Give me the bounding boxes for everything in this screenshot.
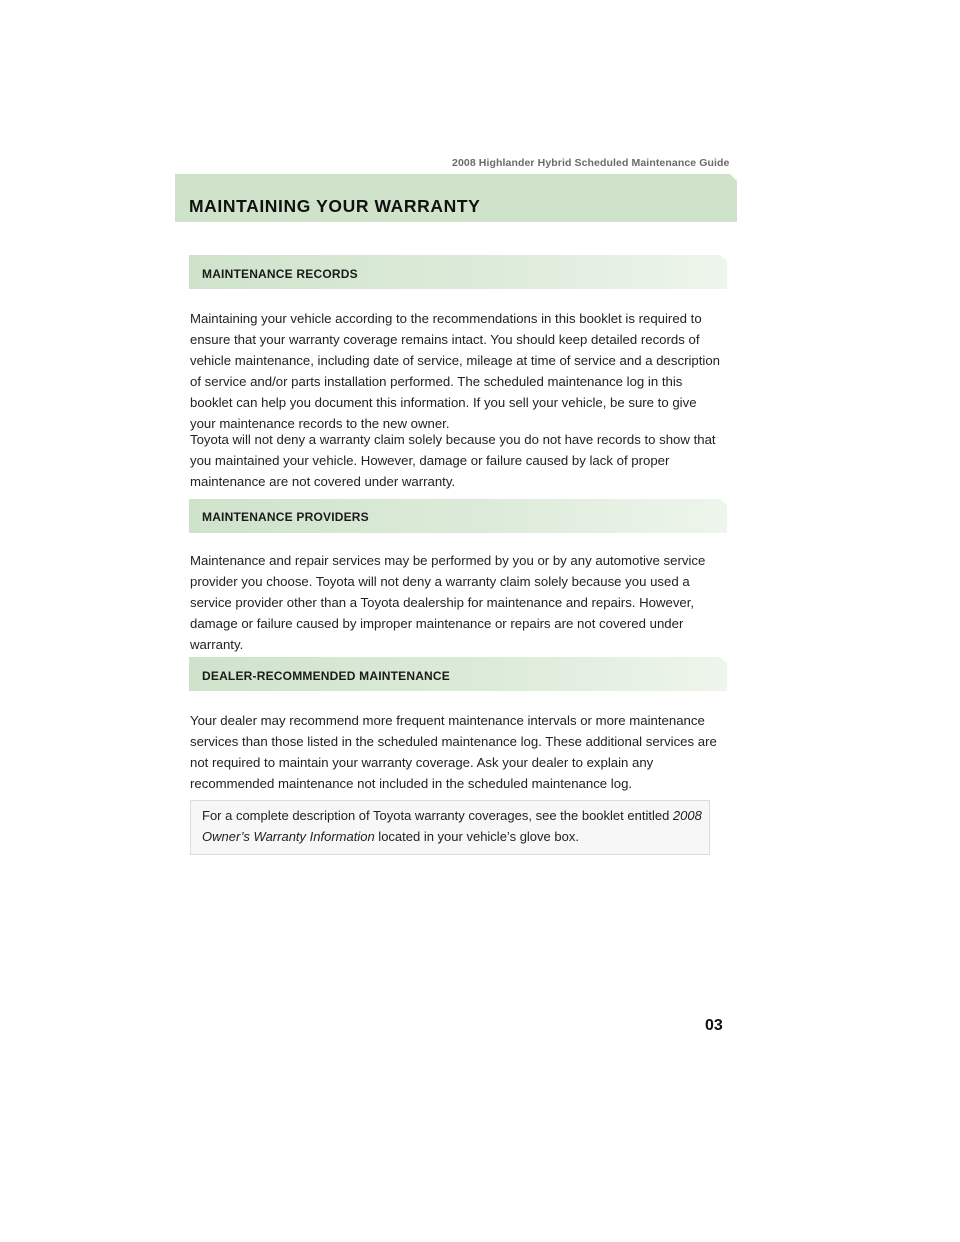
paragraph-records-1: Maintaining your vehicle according to the recommendations in this booklet is required to ensure that your warranty coverage remains intact. You should keep detailed records of vehicle maintenance, including date of service, mileage at time of service and a description of service and/or parts installation performed. The scheduled maintenance log in this booklet can help you document this information. If you sell your vehicle, be sure to give your maintenance records to the new owner. (190, 311, 720, 431)
note-text (202, 806, 707, 847)
paragraph-records-2: Toyota will not deny a warranty claim solely because you do not have records to show that you maintained your vehicle. However, damage or failure caused by lack of proper maintenance are not covered under warranty. (190, 432, 716, 489)
page-number: 03 (705, 1017, 723, 1034)
page-title: MAINTAINING YOUR WARRANTY (189, 196, 481, 216)
section-heading-dealer: DEALER-RECOMMENDED MAINTENANCE (202, 669, 450, 683)
paragraph-dealer: Your dealer may recommend more frequent maintenance intervals or more maintenance services than those listed in the scheduled maintenance log. These additional services are not required to maintain your warranty coverage. Ask your dealer to explain any recommended maintenance not included in the scheduled maintenance log. (190, 713, 717, 791)
section-heading-records: MAINTENANCE RECORDS (202, 267, 358, 281)
section-heading-providers: MAINTENANCE PROVIDERS (202, 510, 369, 524)
note-text-after: located in your vehicle’s glove box. (374, 828, 579, 844)
paragraph-providers: Maintenance and repair services may be performed by you or by any automotive service provider you choose. Toyota will not deny a warranty claim solely because you used a service provider other than a Toyota dealership for maintenance and repairs. However, damage or failure caused by improper maintenance or repairs are not covered under warranty. (190, 553, 706, 652)
note-text-before: For a complete description of Toyota warranty coverages, see the booklet entitled (202, 808, 673, 823)
running-head: 2008 Highlander Hybrid Scheduled Maintenance Guide (452, 157, 730, 169)
note-booklet-title: 2008 Owner’s Warranty Information (202, 808, 702, 844)
